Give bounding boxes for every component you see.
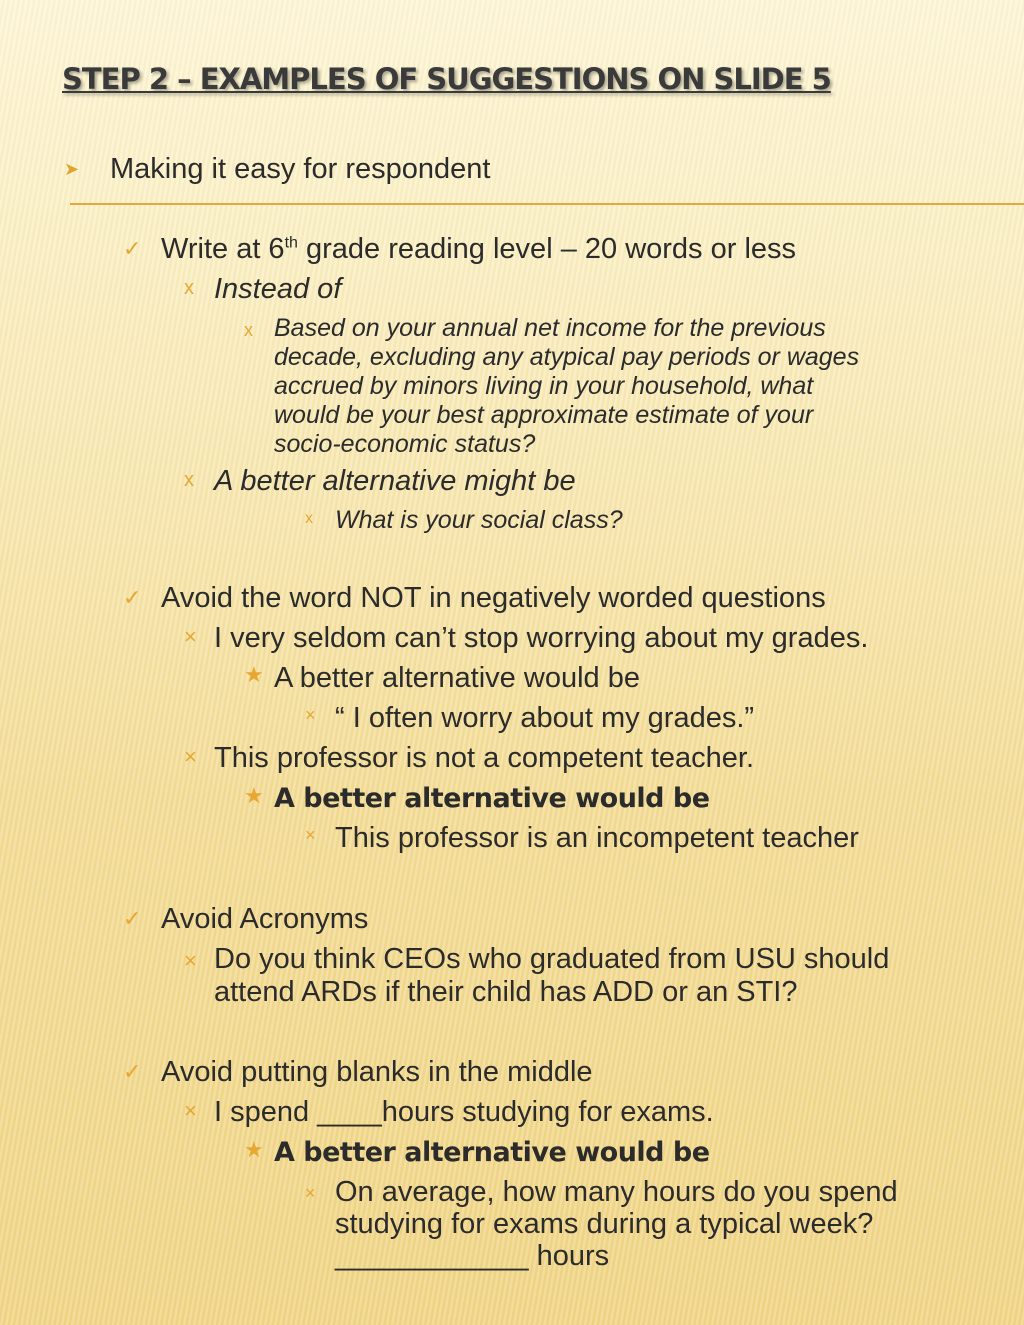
section-1-heading-text: Write at 6 [161,233,285,265]
x-bullet-icon: x [244,320,253,340]
better-alternative-1 [244,662,640,694]
star-bullet-icon: ★ [244,1138,264,1163]
main-point-text: Making it easy for respondent [110,153,491,185]
alternative-2-text: This professor is an incompetent teacher [335,822,859,854]
alternative-1 [305,702,755,734]
check-bullet-icon: ✓ [123,236,142,261]
cross-bullet-icon: × [184,948,197,973]
x-bullet-icon: x [184,277,194,299]
better-alternative-3-text: A better alternative would be [274,1137,710,1168]
question-line: socio-economic status? [274,430,536,458]
not-example-1-text: I very seldom can’t stop worrying about my grades. [214,622,869,654]
better-alternative-question [305,506,623,534]
section-2-heading [123,582,826,614]
not-example-2 [184,742,754,774]
better-alternative-text: A better alternative might be [214,465,576,497]
acronym-example-line: Do you think CEOs who graduated from USU should [214,943,890,975]
cross-bullet-icon: × [184,1098,197,1123]
alternative-3-line: On average, how many hours do you spend [335,1176,898,1208]
not-example-1 [184,622,869,654]
cross-bullet-icon: × [184,624,197,649]
instead-of-label [184,273,342,305]
section-1-heading [123,233,797,265]
slide-title: STEP 2 – EXAMPLES OF SUGGESTIONS ON SLIDE 5 [62,62,831,96]
better-question-text: What is your social class? [335,506,623,534]
divider-line [70,203,1024,205]
cross-bullet-icon: × [305,825,316,845]
arrow-bullet-icon: ➤ [64,159,80,179]
star-bullet-icon: ★ [244,784,264,809]
alternative-3 [305,1176,898,1272]
x-bullet-icon: x [184,469,194,491]
check-bullet-icon: ✓ [123,1059,142,1084]
superscript: th [284,234,298,252]
section-3-heading [123,903,369,935]
section-4-heading-text: Avoid putting blanks in the middle [161,1056,593,1088]
section-4-heading [123,1056,593,1088]
better-alternative-2-text: A better alternative would be [274,783,710,814]
instead-of-question [244,314,860,459]
cross-bullet-icon: × [184,744,197,769]
question-line: Based on your annual net income for the previous [274,314,826,342]
main-point [64,153,490,186]
star-bullet-icon: ★ [244,662,264,687]
cross-bullet-icon: × [305,1183,316,1203]
alternative-3-line: ____________ hours [335,1240,610,1272]
section-1-heading-text-end: grade reading level – 20 words or less [297,233,797,265]
instead-of-text: Instead of [214,273,342,305]
blank-example-text: I spend ____hours studying for exams. [214,1096,714,1128]
blank-example [184,1096,714,1128]
check-bullet-icon: ✓ [123,585,142,610]
question-line: would be your best approximate estimate of your [274,401,814,429]
question-line: accrued by minors living in your household, what [274,372,814,400]
alternative-1-text: “ I often worry about my grades.” [335,702,755,734]
acronym-example [184,943,890,1009]
better-alternative-3 [244,1137,710,1168]
x-bullet-icon: x [305,510,313,527]
question-line: decade, excluding any atypical pay periods or wages [274,343,860,371]
cross-bullet-icon: × [305,705,316,725]
better-alternative-2 [244,783,710,814]
check-bullet-icon: ✓ [123,906,142,931]
section-2-heading-text: Avoid the word NOT in negatively worded questions [161,582,826,614]
acronym-example-line: attend ARDs if their child has ADD or an STI? [214,976,798,1008]
section-3-heading-text: Avoid Acronyms [161,903,369,935]
alternative-2 [305,822,859,854]
better-alternative-label [184,465,576,497]
better-alternative-1-text: A better alternative would be [274,662,640,694]
not-example-2-text: This professor is not a competent teacher. [214,742,754,774]
alternative-3-line: studying for exams during a typical week? [335,1208,874,1240]
